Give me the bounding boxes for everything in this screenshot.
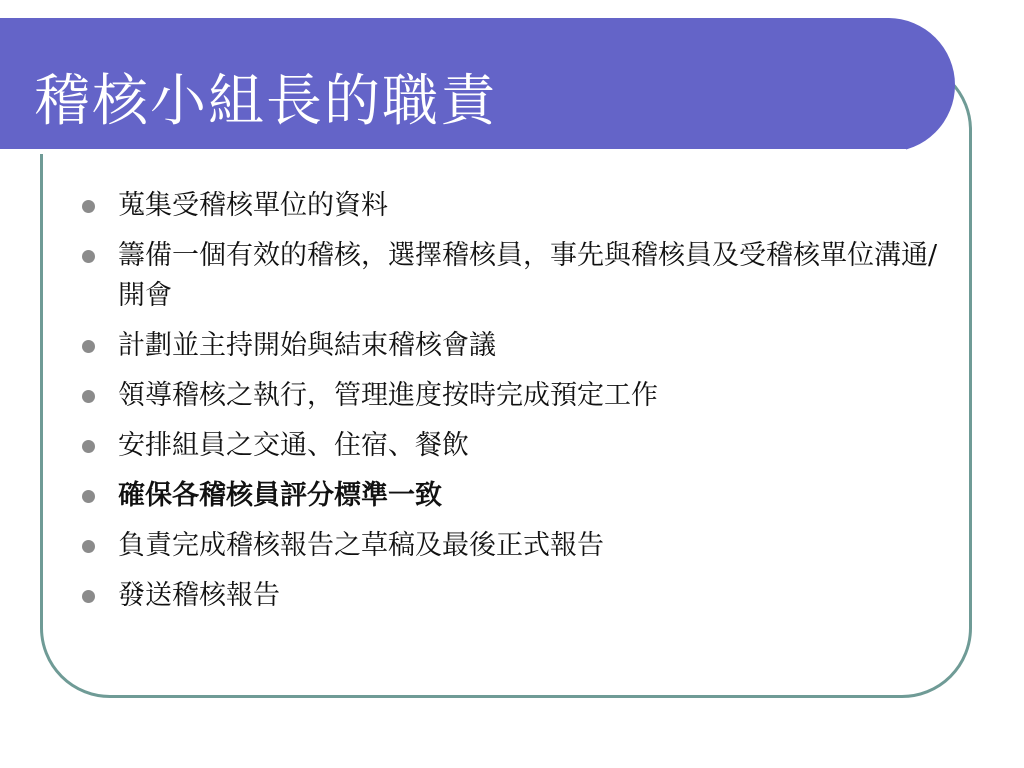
slide-title: 稽核小組長的職責 xyxy=(34,69,498,134)
bullet-item-4 xyxy=(80,376,950,416)
bullet-dot-icon xyxy=(82,340,95,353)
title-underline xyxy=(0,149,906,154)
bullet-dot-icon xyxy=(82,250,95,263)
bullet-item-8 xyxy=(80,576,950,616)
bullet-item-3 xyxy=(80,326,950,366)
bullet-item-5 xyxy=(80,426,950,466)
bullet-dot-icon xyxy=(82,440,95,453)
bullet-text: 發送稽核報告 xyxy=(118,580,280,611)
bullet-text: 計劃並主持開始與結束稽核會議 xyxy=(118,330,496,361)
bullet-text: 蒐集受稽核單位的資料 xyxy=(118,190,388,221)
bullet-dot-icon xyxy=(82,390,95,403)
bullet-text: 負責完成稽核報告之草稿及最後正式報告 xyxy=(118,530,604,561)
bullet-text: 籌備一個有效的稽核，選擇稽核員，事先與稽核員及受稽核單位溝通/開會 xyxy=(118,240,938,311)
bullet-item-6 xyxy=(80,476,950,516)
bullet-dot-icon xyxy=(82,540,95,553)
bullet-text: 領導稽核之執行，管理進度按時完成預定工作 xyxy=(118,380,658,411)
bullet-list xyxy=(80,186,950,626)
bullet-dot-icon xyxy=(82,200,95,213)
title-band xyxy=(0,18,955,152)
bullet-item-7 xyxy=(80,526,950,566)
bullet-text: 安排組員之交通、住宿、餐飲 xyxy=(118,430,469,461)
bullet-dot-icon xyxy=(82,490,95,503)
bullet-text: 確保各稽核員評分標準一致 xyxy=(118,480,442,511)
bullet-dot-icon xyxy=(82,590,95,603)
bullet-item-1 xyxy=(80,186,950,226)
bullet-item-2 xyxy=(80,236,950,316)
